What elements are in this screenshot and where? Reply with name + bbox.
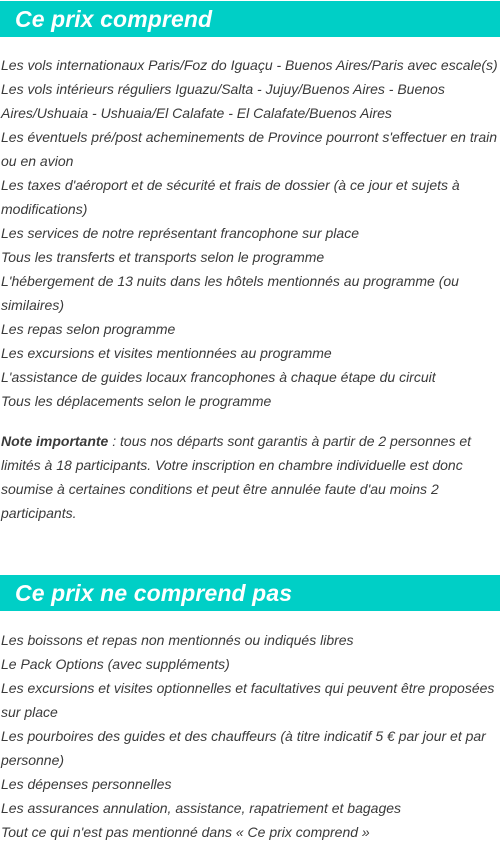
- list-item: Les boissons et repas non mentionnés ou indiqués libres: [1, 632, 354, 648]
- important-note-label: Note importante: [1, 433, 109, 449]
- list-item: Les excursions et visites optionnelles et facultatives qui peuvent être proposées sur place: [1, 680, 495, 720]
- important-note: [0, 429, 500, 525]
- list-item: Les excursions et visites mentionnées au programme: [1, 345, 332, 361]
- list-item: Les vols internationaux Paris/Foz do Iguaçu - Buenos Aires/Paris avec escale(s): [1, 57, 498, 73]
- list-item: L'hébergement de 13 nuits dans les hôtels mentionnés au programme (ou similaires): [1, 273, 459, 313]
- excluded-list: [0, 628, 500, 844]
- list-item: Le Pack Options (avec suppléments): [1, 656, 230, 672]
- list-item: Les pourboires des guides et des chauffeurs (à titre indicatif 5 € par jour et par personne): [1, 728, 486, 768]
- list-item: L'assistance de guides locaux francophones à chaque étape du circuit: [1, 369, 436, 385]
- list-item: Tous les déplacements selon le programme: [1, 393, 272, 409]
- important-note-text: : tous nos départs sont garantis à partir de 2 personnes et limités à 18 participants. Votre inscription en chambre individuelle est donc soumise à certaines conditions et peut être annulée faute d'au moins 2 participants.: [1, 433, 472, 521]
- list-item: Les dépenses personnelles: [1, 776, 172, 792]
- list-item: Les vols intérieurs réguliers Iguazu/Salta - Jujuy/Buenos Aires - Buenos Aires/Ushuaia - Ushuaia/El Calafate - El Calafate/Buenos Aires: [1, 81, 445, 121]
- excluded-section-title: Ce prix ne comprend pas: [0, 575, 500, 611]
- included-section-title: Ce prix comprend: [0, 1, 500, 37]
- list-item: Les assurances annulation, assistance, rapatriement et bagages: [1, 800, 402, 816]
- list-item: Tous les transferts et transports selon le programme: [1, 249, 325, 265]
- included-list: [0, 53, 500, 413]
- list-item: Les éventuels pré/post acheminements de Province pourront s'effectuer en train ou en avion: [1, 129, 498, 169]
- list-item: Les repas selon programme: [1, 321, 176, 337]
- list-item: Les services de notre représentant francophone sur place: [1, 225, 359, 241]
- list-item: Tout ce qui n'est pas mentionné dans « Ce prix comprend »: [1, 824, 370, 840]
- list-item: Les taxes d'aéroport et de sécurité et frais de dossier (à ce jour et sujets à modifications): [1, 177, 460, 217]
